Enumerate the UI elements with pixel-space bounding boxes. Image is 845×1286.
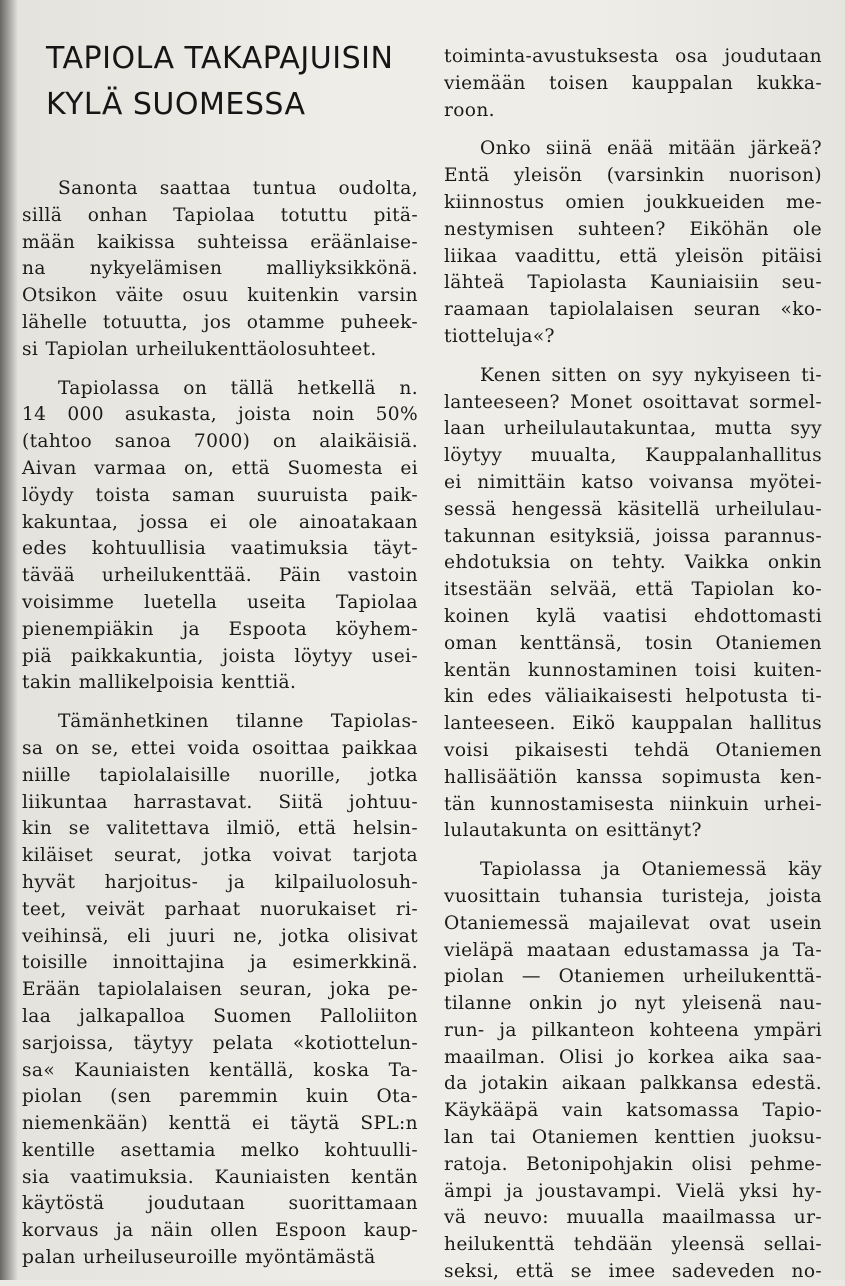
text-line: sa on se, ettei voida osoittaa paikkaa <box>22 737 418 759</box>
text-line: na nykyelämisen malliyksikkönä. <box>22 258 418 280</box>
text-line: ei nimittäin katso voivansa myötei- <box>444 471 822 493</box>
text-line: mään kaikissa suhteissa eräänlaise- <box>22 231 418 253</box>
text-line: vuosittain tuhansia turisteja, joista <box>444 885 822 907</box>
text-line: takin mallikelpoisia kenttiä. <box>22 672 297 694</box>
text-line: Erään tapiolalaisen seuran, joka pe- <box>22 979 418 1001</box>
right-column-body <box>444 44 822 1286</box>
text-line: sarjoissa, täytyy pelata «kotiottelun- <box>22 1032 418 1054</box>
text-line: Otsikon väite osuu kuitenkin varsin <box>22 285 418 307</box>
text-line: Aivan varmaa on, että Suomesta ei <box>22 457 418 479</box>
text-line: sa« Kauniaisten kentällä, koska Ta- <box>22 1059 418 1081</box>
text-line: hyvät harjoitus- ja kilpailuolosuh- <box>22 871 418 893</box>
text-line: löydy toista saman suuruista paik- <box>22 484 418 506</box>
text-line: roon. <box>444 99 495 121</box>
text-line: (tahtoo sanoa 7000) on alaikäisiä. <box>22 431 418 453</box>
text-line: nestymisen suhteen? Eiköhän ole <box>444 218 822 240</box>
text-line: sessä hengessä käsitellä urheilulau- <box>444 498 822 520</box>
text-line: oman kenttänsä, tosin Otaniemen <box>444 632 822 654</box>
article-headline <box>46 36 393 128</box>
text-line: maailman. Olisi jo korkea aika saa- <box>444 1046 822 1068</box>
text-line: ämpi ja joustavampi. Vielä yksi hy- <box>444 1180 822 1202</box>
paragraph <box>444 136 822 350</box>
text-line: palan urheiluseuroille myöntämästä <box>22 1247 376 1269</box>
text-line: Tapiolassa ja Otaniemessä käy <box>480 859 822 881</box>
text-line: korvaus ja näin ollen Espoon kaup- <box>22 1220 418 1242</box>
text-line: ehdotuksia on tehty. Vaikka onkin <box>444 552 822 574</box>
text-line: sia vaatimuksia. Kauniaisten kentän <box>22 1166 418 1188</box>
text-line: viemään toisen kauppalan kukka- <box>444 72 822 94</box>
text-line: piolan — Otaniemen urheilukenttä- <box>444 966 822 988</box>
left-column-body <box>22 176 418 1272</box>
text-line: niille tapiolalaisille nuorille, jotka <box>22 764 418 786</box>
page-gutter-shadow <box>0 0 18 1280</box>
paragraph <box>22 709 418 1272</box>
text-line: kin se valitettava ilmiö, että helsin- <box>22 818 418 840</box>
text-line: heilukenttä tehdään yleensä sellai- <box>444 1234 822 1256</box>
text-line: tiotteluja«? <box>444 325 555 347</box>
text-line: kin edes väliaikaisesti helpotusta ti- <box>444 686 822 708</box>
text-line: vieläpä maataan edustamassa ja Ta- <box>444 939 822 961</box>
headline-line: TAPIOLA TAKAPAJUISIN <box>46 41 394 76</box>
text-line: vä neuvo: muualla maailmassa ur- <box>444 1207 822 1229</box>
text-line: Käykääpä vain katsomassa Tapio- <box>444 1100 822 1122</box>
text-line: sillä onhan Tapiolaa totuttu pitä- <box>22 204 418 226</box>
text-line: kiinnostus omien joukkueiden me- <box>444 191 822 213</box>
text-line: run- ja pilkanteon kohteena ympäri <box>444 1019 822 1041</box>
text-line: kentän kunnostaminen toisi kuiten- <box>444 659 822 681</box>
paragraph-gap <box>444 124 822 136</box>
text-line: löytyy muualta, Kauppalanhallitus <box>444 445 822 467</box>
text-line: kakuntaa, jossa ei ole ainoatakaan <box>22 511 418 533</box>
text-line: liikaa vaadittu, että yleisön pitäisi <box>444 245 822 267</box>
paragraph <box>444 857 822 1286</box>
text-line: tilanne onkin jo nyt yleisenä nau- <box>444 993 822 1015</box>
text-line: edes kohtuullisia vaatimuksia täyt- <box>22 538 418 560</box>
paragraph-gap <box>22 697 418 709</box>
text-line: teet, veivät parhaat nuorukaiset ri- <box>22 898 418 920</box>
text-line: pienempiäkin ja Espoota köyhem- <box>22 618 418 640</box>
text-line: Tapiolassa on tällä hetkellä n. <box>58 377 418 399</box>
text-line: käytöstä joudutaan suorittamaan <box>22 1193 418 1215</box>
text-line: lanteeseen? Monet osoittavat sormel- <box>444 391 822 413</box>
text-line: 14 000 asukasta, joista noin 50% <box>22 404 418 426</box>
text-line: Onko siinä enää mitään järkeä? <box>480 138 822 160</box>
text-line: koinen kylä vaatisi ehdottomasti <box>444 605 822 627</box>
text-line: kentille asettamia melko kohtuulli- <box>22 1139 418 1161</box>
paragraph-gap <box>444 845 822 857</box>
text-line: Tämänhetkinen tilanne Tapiolas- <box>58 711 418 733</box>
text-line: Kenen sitten on syy nykyiseen ti- <box>480 364 822 386</box>
text-line: lähteä Tapiolasta Kauniaisiin seu- <box>444 272 822 294</box>
text-line: piä paikkakuntia, joista löytyy usei- <box>22 645 418 667</box>
paragraph <box>444 363 822 845</box>
text-line: lulautakunta on esittänyt? <box>444 820 702 842</box>
text-line: kiläiset seurat, jotka voivat tarjota <box>22 845 418 867</box>
text-line: lanteeseen. Eikö kauppalan hallitus <box>444 713 822 735</box>
text-line: da jotakin aikaan palkkansa edestä. <box>444 1073 822 1095</box>
text-line: Sanonta saattaa tuntua oudolta, <box>58 178 418 199</box>
text-line: liikuntaa harrastavat. Siitä johtuu- <box>22 791 418 813</box>
text-line: laa jalkapalloa Suomen Palloliiton <box>22 1005 418 1027</box>
paragraph <box>444 44 822 124</box>
text-line: piolan (sen paremmin kuin Ota- <box>22 1086 418 1108</box>
text-line: si Tapiolan urheilukenttäolosuhteet. <box>22 338 377 360</box>
text-line: ratoja. Betonipohjakin olisi pehme- <box>444 1153 822 1175</box>
text-line: veihinsä, eli juuri ne, jotka olisivat <box>22 925 418 947</box>
text-line: Entä yleisön (varsinkin nuorison) <box>444 165 822 187</box>
text-line: toiminta-avustuksesta osa joudutaan <box>444 46 822 67</box>
paragraph <box>22 176 418 364</box>
paragraph <box>22 376 418 698</box>
paragraph-gap <box>22 364 418 376</box>
text-line: takunnan esityksiä, joissa parannus- <box>444 525 822 547</box>
text-line: laan urheilulautakuntaa, mutta syy <box>444 418 822 440</box>
text-line: raamaan tapiolalaisen seuran «ko- <box>444 299 822 321</box>
headline-line: KYLÄ SUOMESSA <box>46 87 306 122</box>
text-line: lähelle totuutta, jos otamme puheek- <box>22 311 418 333</box>
text-line: Otaniemessä majailevat ovat usein <box>444 912 822 934</box>
text-line: voisimme luetella useita Tapiolaa <box>22 591 418 613</box>
text-line: itsestään selvää, että Tapiolan ko- <box>444 579 822 601</box>
text-line: hallisäätiön kanssa sopimusta ken- <box>444 766 822 788</box>
text-line: niemenkään) kenttä ei täytä SPL:n <box>22 1113 418 1135</box>
text-line: seksi, että se imee sadeveden no- <box>444 1261 822 1283</box>
text-line: tän kunnostamisesta niinkuin urhei- <box>444 793 822 815</box>
text-line: lan tai Otaniemen kenttien juoksu- <box>444 1127 822 1149</box>
text-line: voisi pikaisesti tehdä Otaniemen <box>444 739 822 761</box>
paragraph-gap <box>444 351 822 363</box>
text-line: toisille innoittajina ja esimerkkinä. <box>22 952 418 974</box>
text-line: tävää urheilukenttää. Päin vastoin <box>22 565 418 587</box>
